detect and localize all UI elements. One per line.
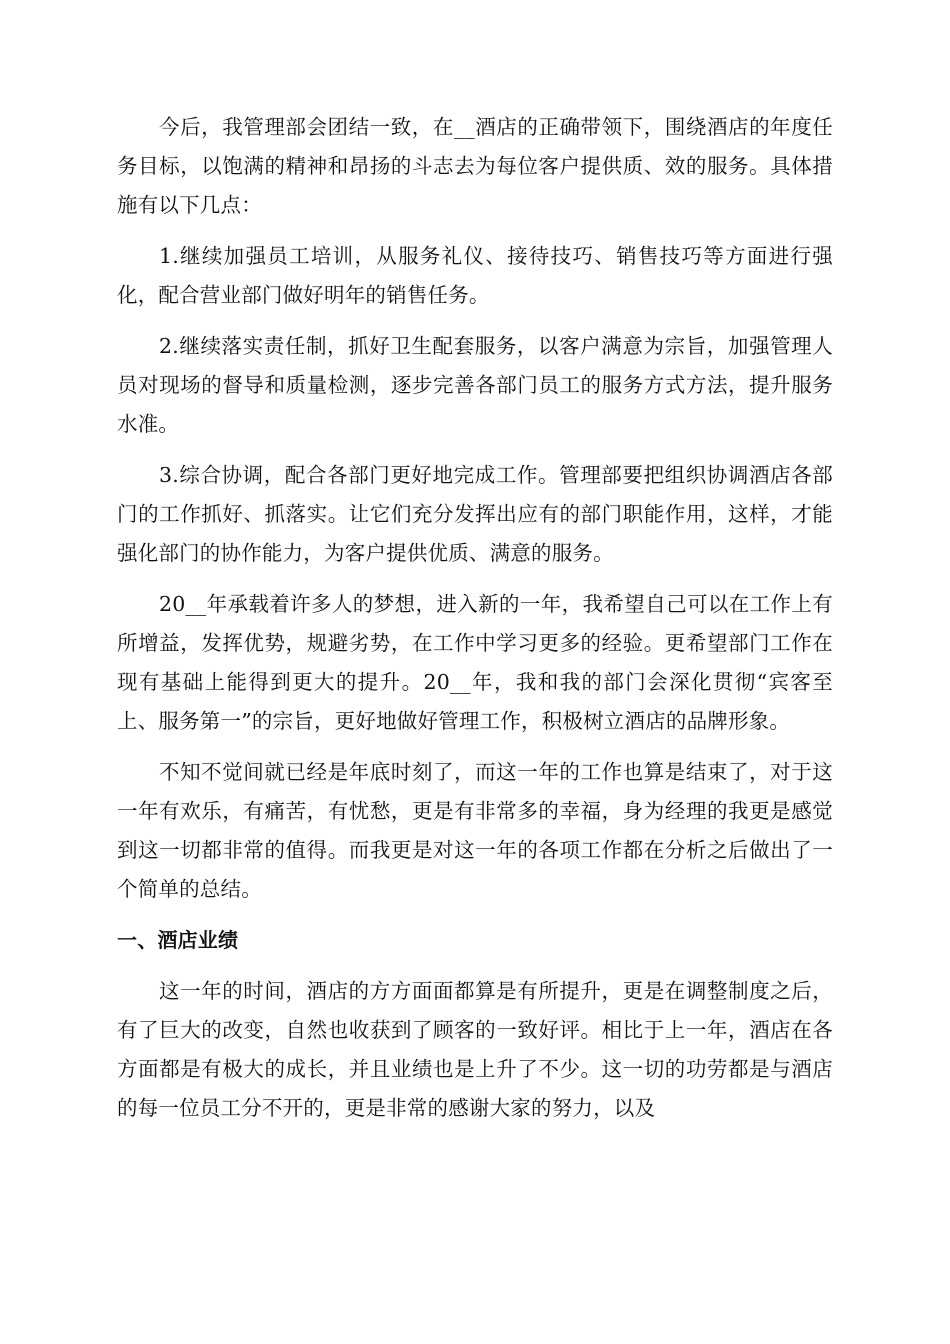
paragraph-measure-1: 1.继续加强员工培训，从服务礼仪、接待技巧、销售技巧等方面进行强化，配合营业部门做好明年的销售任务。 [117, 244, 833, 307]
paragraph-year-end-summary: 不知不觉间就已经是年底时刻了，而这一年的工作也算是结束了，对于这一年有欢乐，有痛苦，有忧愁，更是有非常多的幸福，身为经理的我更是感觉到这一切都非常的值得。而我更是对这一年的各项工作都在分析之后做出了一个简单的总结。 [117, 760, 833, 901]
paragraph-performance: 这一年的时间，酒店的方方面面都算是有所提升，更是在调整制度之后，有了巨大的改变，自然也收获到了顾客的一致好评。相比于上一年，酒店在各方面都是有极大的成长，并且业绩也是上升了不少。这一切的功劳都是与酒店的每一位员工分不开的，更是非常的感谢大家的努力，以及 [117, 979, 833, 1120]
document-page [117, 108, 833, 1140]
paragraph-plan-intro: 今后，我管理部会团结一致，在__酒店的正确带领下，围绕酒店的年度任务目标，以饱满的精神和昂扬的斗志去为每位客户提供质、效的服务。具体措施有以下几点： [117, 115, 833, 217]
section-heading-hotel-performance: 一、酒店业绩 [117, 928, 239, 952]
paragraph-new-year-hopes: 20__年承载着许多人的梦想，进入新的一年，我希望自己可以在工作上有所增益，发挥优势，规避劣势，在工作中学习更多的经验。更希望部门工作在现有基础上能得到更大的提升。20__年，我和我的部门会深化贯彻“宾客至上、服务第一”的宗旨，更好地做好管理工作，积极树立酒店的品牌形象。 [117, 592, 833, 733]
paragraph-measure-2: 2.继续落实责任制，抓好卫生配套服务，以客户满意为宗旨，加强管理人员对现场的督导和质量检测，逐步完善各部门员工的服务方式方法，提升服务水准。 [117, 334, 833, 436]
paragraph-measure-3: 3.综合协调，配合各部门更好地完成工作。管理部要把组织协调酒店各部门的工作抓好、抓落实。让它们充分发挥出应有的部门职能作用，这样，才能强化部门的协作能力，为客户提供优质、满意的服务。 [117, 463, 833, 565]
